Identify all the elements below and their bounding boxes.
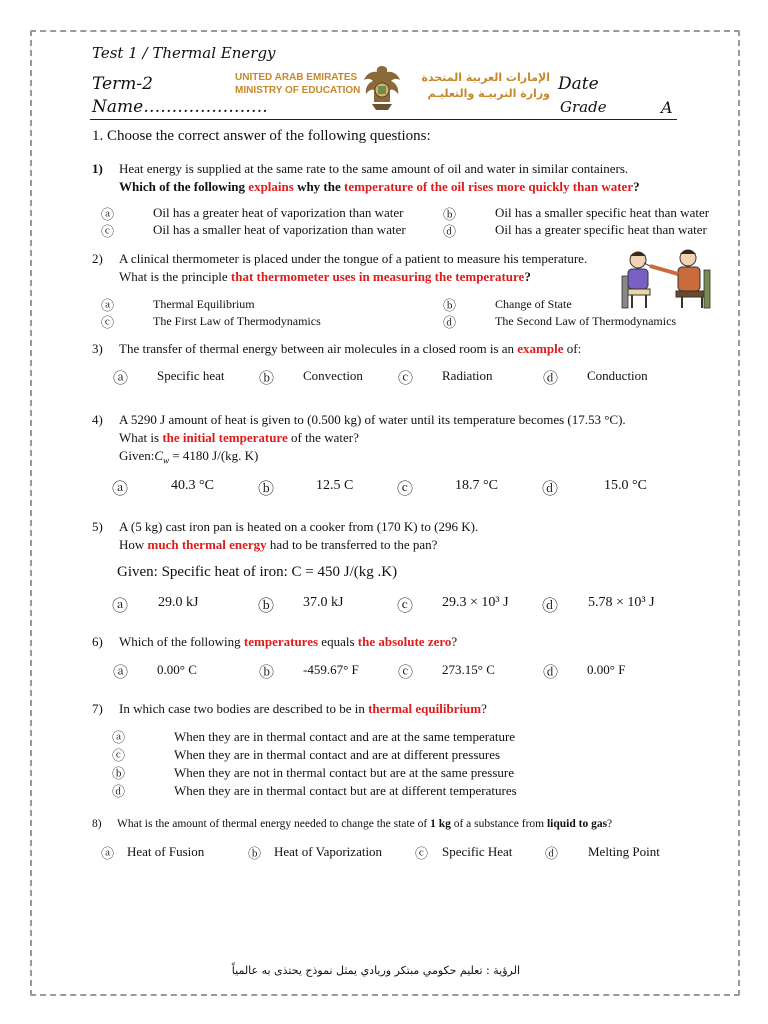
q5-option-d-icon[interactable]: ⓓ	[542, 596, 559, 615]
q2-option-b[interactable]: Change of State	[495, 297, 572, 311]
ministry-english: UNITED ARAB EMIRATES MINISTRY OF EDUCATION	[235, 72, 361, 96]
q8-option-c[interactable]: Specific Heat	[442, 844, 513, 859]
question-8: 8) What is the amount of thermal energy needed to change the state of 1 kg of a substance from liquid to gas?	[92, 818, 613, 830]
q8-option-d-icon[interactable]: ⓓ	[545, 847, 559, 862]
q5-option-c[interactable]: 29.3 × 10³ J	[442, 595, 509, 610]
header-divider	[90, 119, 677, 120]
question-6: 6) Which of the following temperatures equals the absolute zero?	[92, 634, 458, 649]
q6-option-b[interactable]: -459.67° F	[303, 662, 359, 677]
q5-option-b-icon[interactable]: ⓑ	[258, 596, 275, 615]
q4-option-a[interactable]: 40.3 °C	[171, 478, 214, 493]
doctor-patient-illustration	[616, 246, 718, 315]
q1-option-b[interactable]: Oil has a smaller specific heat than water	[495, 205, 710, 220]
q1-option-a-icon[interactable]: ⓐ	[101, 208, 115, 223]
q3-option-a[interactable]: Specific heat	[157, 368, 225, 383]
q3-option-a-icon[interactable]: ⓐ	[113, 369, 129, 387]
question-7: 7) In which case two bodies are described to be in thermal equilibrium?	[92, 701, 487, 716]
q5-option-c-icon[interactable]: ⓒ	[397, 596, 414, 615]
q5-option-d[interactable]: 5.78 × 10³ J	[588, 595, 655, 610]
q4-option-d-icon[interactable]: ⓓ	[542, 479, 559, 498]
q2-option-a-icon[interactable]: ⓐ	[101, 299, 115, 314]
q8-option-b[interactable]: Heat of Vaporization	[274, 844, 383, 859]
q8-option-b-icon[interactable]: ⓑ	[248, 847, 262, 862]
question-3: 3) The transfer of thermal energy between air molecules in a closed room is an example of:	[92, 341, 582, 356]
q4-option-b-icon[interactable]: ⓑ	[258, 479, 275, 498]
q2-option-a[interactable]: Thermal Equilibrium	[153, 297, 255, 311]
q6-option-a-icon[interactable]: ⓐ	[113, 663, 129, 681]
question-1: 1) Heat energy is supplied at the same rate to the same amount of oil and water in similar containers. Which of the following explains why the temperature of the oil rises more quickly than water?	[92, 161, 640, 194]
q6-option-c-icon[interactable]: ⓒ	[398, 663, 414, 681]
vision-footer: الرؤية : تعليم حكومي مبتكر وريادي يمثل نموذج يحتذى به عالمياً	[231, 964, 520, 977]
date-label: Date	[558, 74, 599, 94]
q7-option-c[interactable]: When they are in thermal contact and are at different pressures	[174, 747, 501, 762]
q5-given: Given: Specific heat of iron: C = 450 J/(kg .K)	[117, 564, 398, 580]
q2-option-c-icon[interactable]: ⓒ	[101, 316, 115, 331]
test-title: Test 1 / Thermal Energy	[92, 44, 276, 62]
q3-option-c[interactable]: Radiation	[442, 368, 493, 383]
q5-option-a-icon[interactable]: ⓐ	[112, 596, 129, 615]
q3-option-c-icon[interactable]: ⓒ	[398, 369, 414, 387]
section-title: 1. Choose the correct answer of the following questions:	[92, 128, 431, 144]
q4-option-c-icon[interactable]: ⓒ	[397, 479, 414, 498]
q7-option-c-icon[interactable]: ⓒ	[112, 749, 126, 764]
question-4: 4) A 5290 J amount of heat is given to (0.500 kg) of water until its temperature becomes (17.53 °C). What is the initial temperature of the water? $Given:C_w = 4180$ J/(kg. K)	[92, 411, 732, 467]
q6-option-c[interactable]: 273.15° C	[442, 662, 495, 677]
q6-option-b-icon[interactable]: ⓑ	[259, 663, 275, 681]
name-field: Name………………….	[92, 97, 268, 117]
q7-option-a[interactable]: When they are in thermal contact and are at the same temperature	[174, 729, 516, 744]
q8-option-c-icon[interactable]: ⓒ	[415, 847, 429, 862]
q6-option-d[interactable]: 0.00° F	[587, 662, 626, 677]
q2-option-d[interactable]: The Second Law of Thermodynamics	[495, 314, 677, 328]
q1-option-c-icon[interactable]: ⓒ	[101, 225, 115, 240]
q4-option-b[interactable]: 12.5 C	[316, 478, 354, 493]
term-label: Term-2	[92, 74, 153, 94]
q2-option-c[interactable]: The First Law of Thermodynamics	[153, 314, 321, 328]
q4-option-a-icon[interactable]: ⓐ	[112, 479, 129, 498]
q7-option-d-icon[interactable]: ⓓ	[112, 785, 126, 800]
q3-option-b-icon[interactable]: ⓑ	[259, 369, 275, 387]
q7-option-d[interactable]: When they are in thermal contact but are at different temperatures	[174, 783, 517, 798]
grade-label: Grade	[560, 98, 607, 116]
q7-option-b-icon[interactable]: ⓑ	[112, 767, 126, 782]
q3-option-b[interactable]: Convection	[303, 368, 363, 383]
q1-option-d-icon[interactable]: ⓓ	[443, 225, 457, 240]
q4-given: $Given:C_w = 4180$ J/(kg. K)	[119, 448, 259, 466]
q4-option-d[interactable]: 15.0 °C	[604, 478, 647, 493]
q3-option-d[interactable]: Conduction	[587, 368, 648, 383]
grade-value: A	[661, 98, 673, 117]
q7-option-a-icon[interactable]: ⓐ	[112, 731, 126, 746]
question-2: 2) A clinical thermometer is placed under the tongue of a patient to measure his temperature. What is the principle that thermometer uses in measuring the temperature?	[92, 251, 588, 284]
q6-option-a[interactable]: 0.00° C	[157, 662, 197, 677]
q7-option-b[interactable]: When they are not in thermal contact but are at the same pressure	[174, 765, 515, 780]
q5-option-b[interactable]: 37.0 kJ	[303, 595, 344, 610]
question-5: 5) A (5 kg) cast iron pan is heated on a cooker from (170 K) to (296 K). How much thermal energy had to be transferred to the pan?	[92, 519, 479, 552]
q2-option-b-icon[interactable]: ⓑ	[443, 299, 457, 314]
q2-option-d-icon[interactable]: ⓓ	[443, 316, 457, 331]
q5-option-a[interactable]: 29.0 kJ	[158, 595, 199, 610]
q8-option-d[interactable]: Melting Point	[588, 844, 660, 859]
q8-option-a[interactable]: Heat of Fusion	[127, 844, 205, 859]
q1-option-a[interactable]: Oil has a greater heat of vaporization than water	[153, 205, 404, 220]
q6-option-d-icon[interactable]: ⓓ	[543, 663, 559, 681]
q3-option-d-icon[interactable]: ⓓ	[543, 369, 559, 387]
q4-option-c[interactable]: 18.7 °C	[455, 478, 498, 493]
q1-option-c[interactable]: Oil has a smaller heat of vaporization than water	[153, 222, 406, 237]
q8-option-a-icon[interactable]: ⓐ	[101, 847, 115, 862]
uae-emblem-icon	[358, 62, 406, 117]
ministry-arabic: الإمارات العربية المتحدة وزارة التربيـة والتعليـم	[421, 71, 550, 100]
q1-option-d[interactable]: Oil has a greater specific heat than water	[495, 222, 707, 237]
q1-option-b-icon[interactable]: ⓑ	[443, 208, 457, 223]
